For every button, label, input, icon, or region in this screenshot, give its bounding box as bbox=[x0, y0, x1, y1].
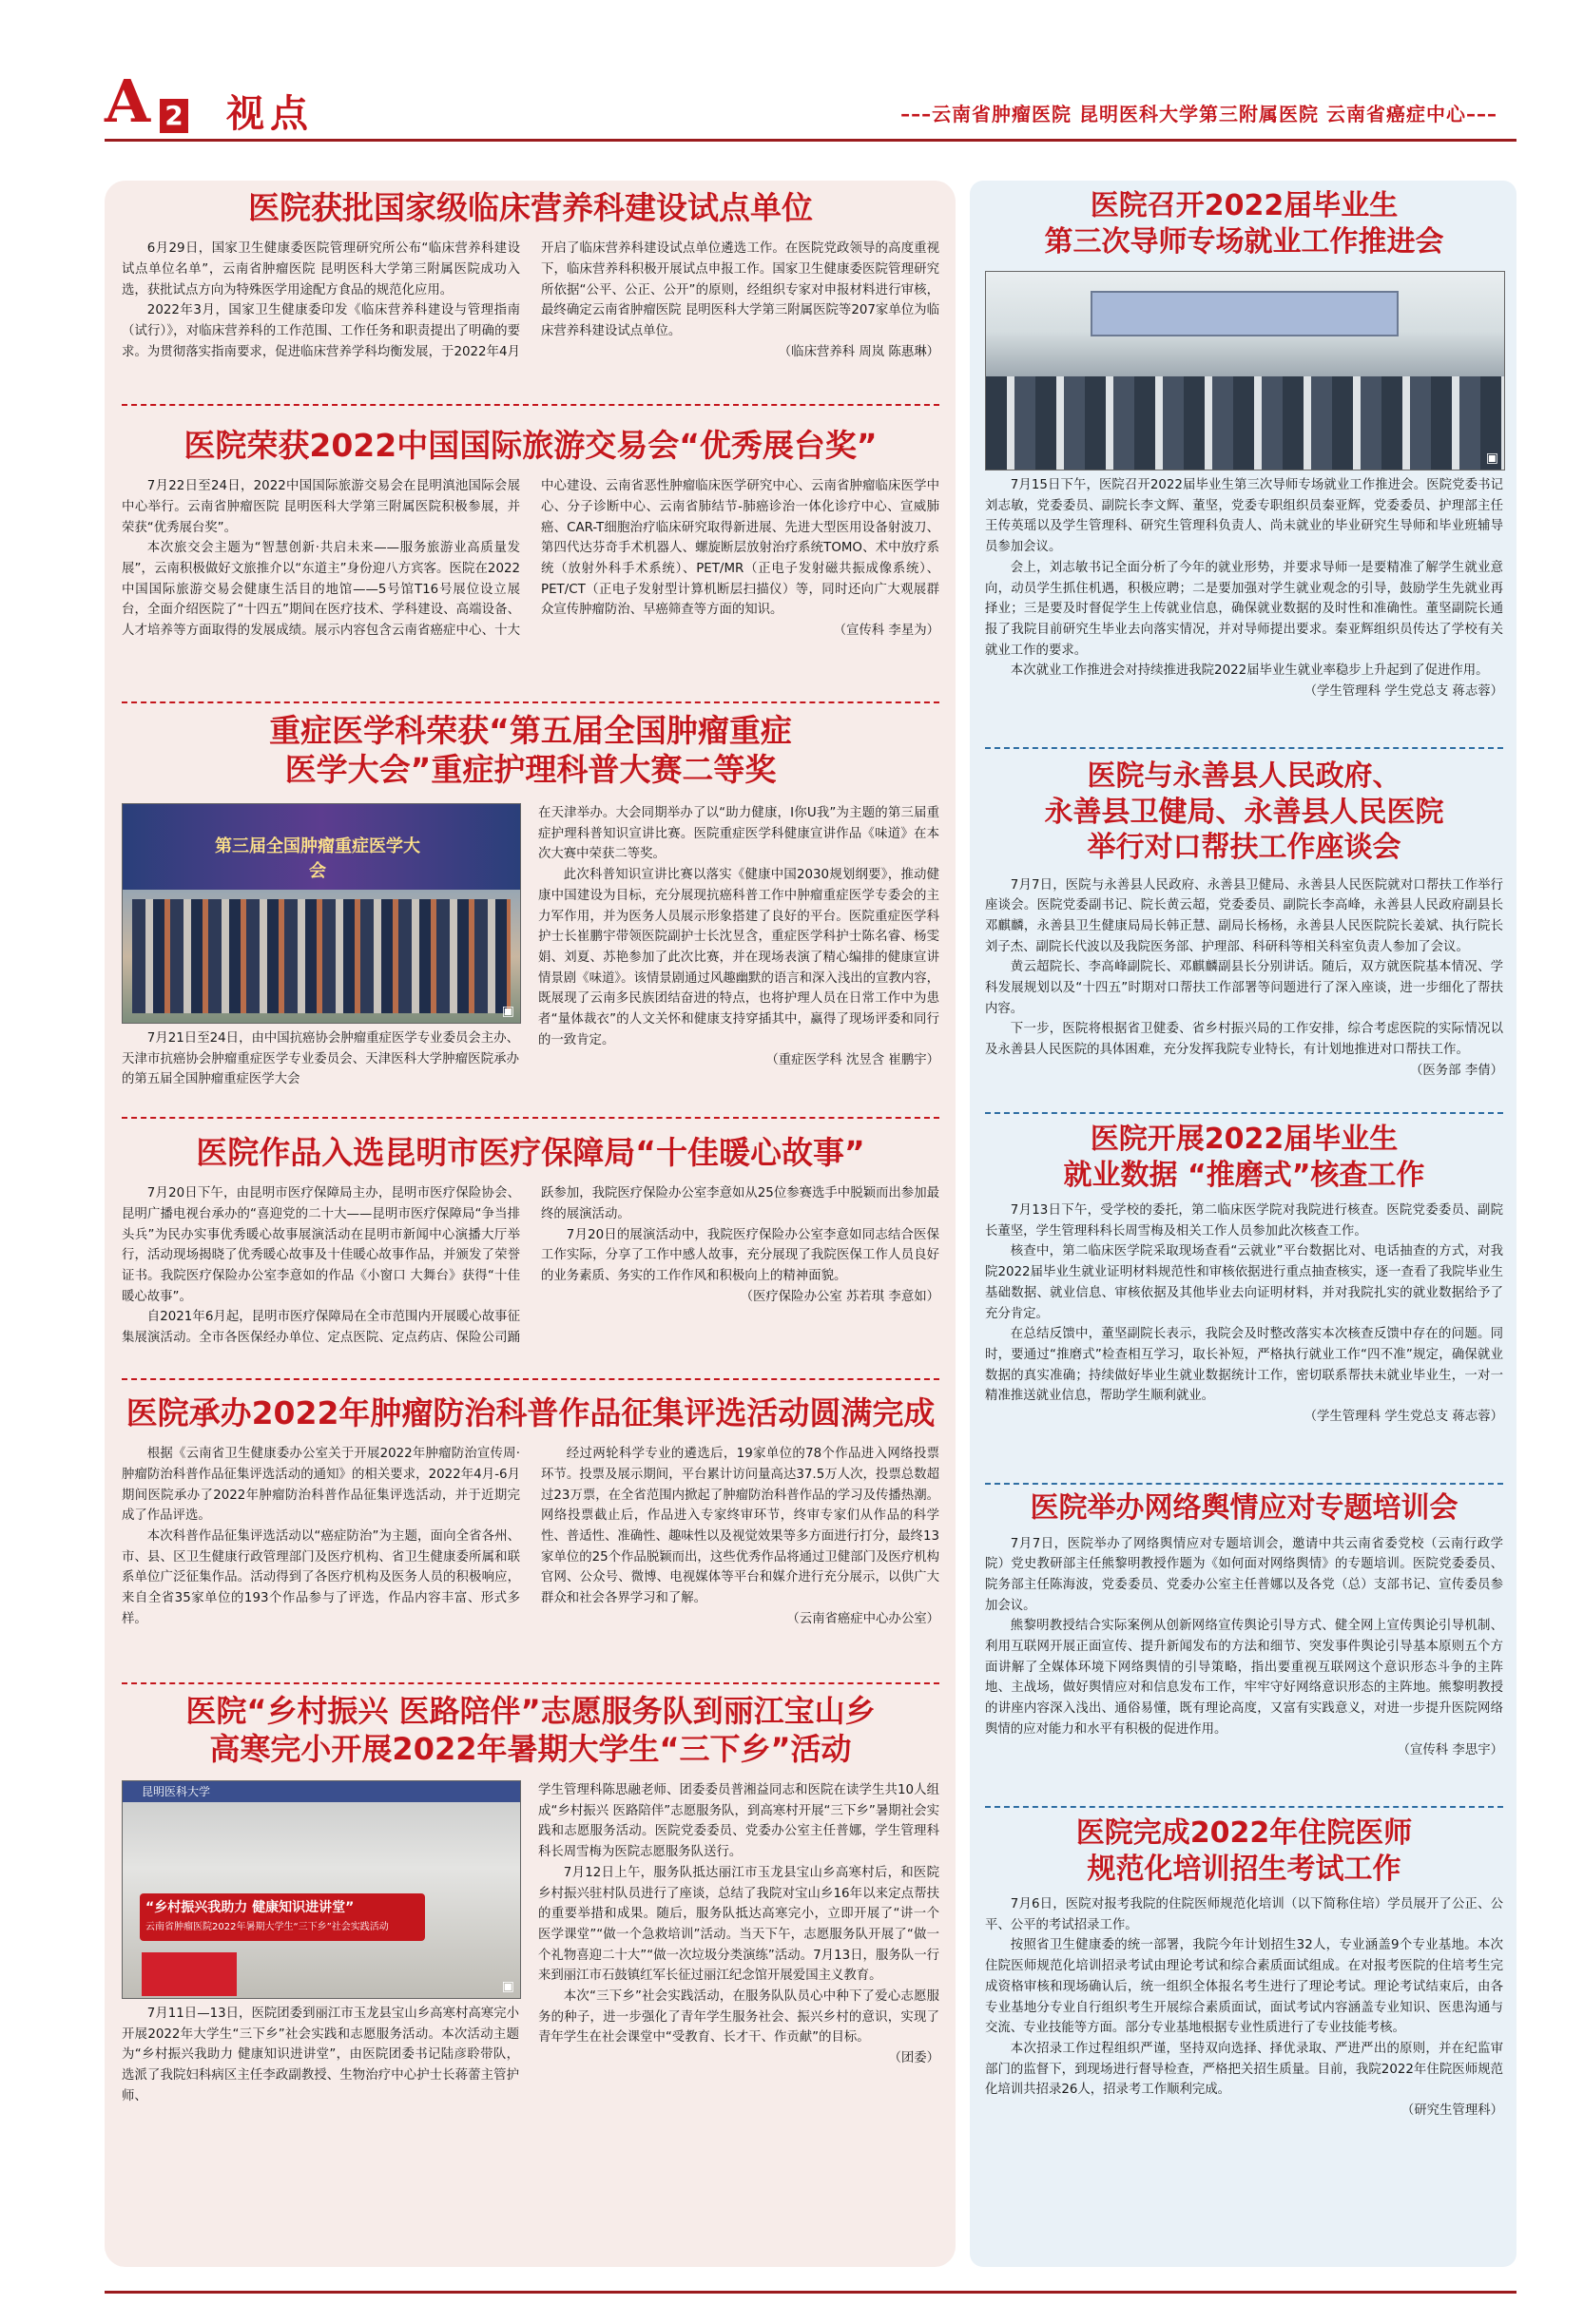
article-signature: （团委） bbox=[888, 2051, 939, 2066]
paragraph: 本次旅交会主题为“智慧创新·共启未来——服务旅游业高质量发展”，云南积极做好文旅推介以“东道主”身份迎八方宾客。医院在2022中国国际旅游交易会健康生活目的地馆——5号馆T16号展位设立展台，全面介绍医院了“十四五”期间在医疗技术、学科建设、高端设备、人才培养等方面取得的发展成绩。展示内容包含云南省癌症中心、十大中心建设、云南省恶性肿瘤临床医学研究中心、云南省肿瘤临床医学中心、分子诊断中心、云南省肺结节-肺癌诊治一体化诊疗中心、宣威肺癌、CAR-T细胞治疗临床研究取得新进展、先进大型医用设备射波刀、第四代达芬奇手术机器人、螺旋断层放射治疗系统TOMO、术中放疗系统（放射外科手术系统）、PET/MR（正电子发射磁共振成像系统）、PET/CT（正电子发射型计算机断层扫描仪）等，同时还向广大观展群众宣传肿瘤防治、早癌筛查等方面的知识。 bbox=[122, 479, 939, 639]
icu-group-photo bbox=[122, 803, 521, 1024]
article-title-line: 永善县卫健局、永善县人民医院 bbox=[1044, 795, 1444, 829]
paragraph: 本次就业工作推进会对持续推进我院2022届毕业生就业率稳步上升起到了促进作用。 bbox=[1010, 663, 1489, 679]
article-signature: （宣传科 李星为） bbox=[833, 624, 939, 639]
paragraph: 自2021年6月起，昆明市医疗保障局在全市范围内开展暖心故事征集展演活动。全市各医保经办单位、定点医院、定点药店、保险公司踊跃参加，我院医疗保险办公室李意如从25位参赛选手中脱颖而出参加最终的展演活动。 bbox=[122, 1186, 939, 1346]
article-title-line: 医院“乡村振兴 医路陪伴”志愿服务队到丽江宝山乡 bbox=[185, 1693, 876, 1729]
article-body bbox=[985, 475, 1503, 702]
article-signature: （学生管理科 学生党总支 蒋志蓉） bbox=[1304, 684, 1503, 700]
article-nutrition bbox=[122, 188, 939, 362]
article-title-line: 高寒完小开展2022年暑期大学生“三下乡”活动 bbox=[209, 1731, 852, 1767]
article-body bbox=[985, 1534, 1503, 1761]
image-icon: ▣ bbox=[501, 1004, 514, 1019]
photo-banner-subtext: 云南省肿瘤医院2022年暑期大学生“三下乡”社会实践活动 bbox=[145, 1922, 389, 1932]
image-icon: ▣ bbox=[1485, 451, 1498, 466]
article-title-line: 规范化培训招生考试工作 bbox=[1087, 1852, 1401, 1886]
header-rule bbox=[105, 139, 1516, 142]
divider bbox=[985, 1483, 1503, 1485]
paragraph: 黄云超院长、李高峰副院长、邓麒麟副县长分别讲话。随后，双方就医院基本情况、学科发展规划以及“十四五”时期对口帮扶工作部署等问题进行了深入座谈，进一步细化了帮扶内容。 bbox=[985, 960, 1503, 1016]
divider bbox=[122, 1378, 939, 1380]
paragraph: 7月6日，医院对报考我院的住院医师规范化培训（以下简称住培）学员展开了公正、公平、公平的考试招录工作。 bbox=[985, 1897, 1503, 1932]
paragraph: 熊黎明教授结合实际案例从创新网络宣传舆论引导方式、健全网上宣传舆论引导机制、利用互联网开展正面宣传、提升新闻发布的方法和细节、突发事件舆论引导基本原则五个方面讲解了全媒体环境下网络舆情的引导策略，指出要重视互联网这个意识形态斗争的主阵地、主战场，做好舆情应对和信息发布工作，牢牢守好网络意识形态的主阵地。熊黎明教授的讲座内容深入浅出、通俗易懂，既有理论高度，又富有实践意义，对进一步提升医院网络舆情的应对能力和水平有积极的促进作用。 bbox=[985, 1619, 1503, 1737]
divider bbox=[122, 404, 939, 406]
image-icon: ▣ bbox=[501, 1979, 514, 1994]
photo-banner-text: “乡村振兴我助力 健康知识进讲堂” bbox=[145, 1900, 355, 1915]
article-body bbox=[538, 803, 939, 1071]
article-warm-story bbox=[122, 1133, 939, 1349]
article-title: 医院获批国家级临床营养科建设试点单位 bbox=[248, 189, 813, 226]
article-title-line: 就业数据 “推磨式”核查工作 bbox=[1063, 1158, 1425, 1192]
divider bbox=[985, 747, 1503, 749]
hospital-line: –––云南省肿瘤医院 昆明医科大学第三附属医院 云南省癌症中心––– bbox=[900, 103, 1497, 125]
paragraph: 在天津举办。大会同期举办了以“助力健康，I你U我”为主题的第三届重症护理科普知识宣讲比赛。医院重症医学科健康宣讲作品《味道》在本次大赛中荣获二等奖。 bbox=[538, 806, 939, 862]
page-number: 2 bbox=[160, 99, 188, 133]
article-title-line: 医学大会”重症护理科普大赛二等奖 bbox=[284, 751, 777, 789]
article-data-check bbox=[985, 1122, 1503, 1428]
meeting-photo bbox=[985, 271, 1505, 471]
article-title-line: 医院召开2022届毕业生 bbox=[1090, 189, 1399, 222]
article-title: 医院承办2022年肿瘤防治科普作品征集评选活动圆满完成 bbox=[126, 1394, 936, 1431]
article-title-line: 医院与永善县人民政府、 bbox=[1087, 759, 1401, 793]
page-logo bbox=[105, 67, 190, 136]
article-signature: （重症医学科 沈昱含 崔鹏宇） bbox=[765, 1053, 939, 1068]
article-title: 医院举办网络舆情应对专题培训会 bbox=[1030, 1491, 1458, 1525]
article-title-line: 医院完成2022年住院医师 bbox=[1075, 1816, 1413, 1850]
article-body bbox=[122, 476, 939, 642]
volunteer-group-photo bbox=[122, 1780, 521, 1999]
article-body bbox=[538, 1780, 939, 2069]
divider bbox=[122, 1682, 939, 1684]
article-opinion-training bbox=[985, 1490, 1503, 1760]
paragraph: 此次科普知识宣讲比赛以落实《健康中国2030规划纲要》，推动健康中国建设为目标，充分展现抗癌科普工作中肿瘤重症医学专委会的主力军作用，并为医务人员展示形象搭建了良好的平台。医院重症医学科护士长崔鹏宇带领医院副护士长沈昱含，重症医学科护士陈名睿、杨雯娟、刘夏、苏艳参加了此次比赛，并在现场表演了精心编排的健康宣讲情景剧《味道》。该情景剧通过风趣幽默的语言和深入浅出的宣教内容，既展现了云南多民族团结奋进的特点，也将护理人员在日常工作中为患者“量体裁衣”的人文关怀和健康支持穿插其中，赢得了现场评委和同行的一致肯定。 bbox=[538, 868, 939, 1047]
article-title-line: 医院开展2022届毕业生 bbox=[1090, 1123, 1399, 1156]
paragraph: 本次“三下乡”社会实践活动，在服务队队员心中种下了爱心志愿服务的种子，进一步强化了青年学生服务社会、振兴乡村的意识，实现了青年学生在社会课堂中“受教育、长才干、作贡献”的目标。 bbox=[538, 1989, 939, 2046]
paragraph: 7月20日的展演活动中，我院医疗保险办公室李意如同志结合医保工作实际，分享了工作中感人故事，充分展现了我院医保工作人员良好的业务素质、务实的工作作风和积极向上的精神面貌。 bbox=[541, 1227, 939, 1284]
article-title-line: 第三次导师专场就业工作推进会 bbox=[1044, 224, 1444, 259]
divider bbox=[985, 1806, 1503, 1808]
article-body bbox=[122, 1183, 939, 1349]
paragraph: 6月29日，国家卫生健康委医院管理研究所公布“临床营养科建设试点单位名单”，云南省肿瘤医院 昆明医科大学第三附属医院成功入选，获批试点方向为特殊医学用途配方食品的规范化应用。 bbox=[122, 241, 520, 298]
article-signature: （医务部 李倩） bbox=[1410, 1063, 1503, 1078]
page-letter: A bbox=[105, 67, 151, 136]
article-body bbox=[985, 875, 1503, 1082]
paragraph: 7月7日，医院与永善县人民政府、永善县卫健局、永善县人民医院就对口帮扶工作举行座谈会。医院党委副书记、院长黄云超，党委委员、副院长李高峰，永善县人民政府副县长邓麒麟，永善县卫生健康局局长韩正慧、副局长杨杨，永善县人民医院院长姜斌、执行院长刘子杰、副院长代波以及我院医务部、护理部、科研科等相关科室负责人参加了会议。 bbox=[985, 877, 1503, 954]
paragraph: 根据《云南省卫生健康委办公室关于开展2022年肿瘤防治宣传周·肿瘤防治科普作品征集评选活动的通知》的相关要求，2022年4月-6月期间医院承办了2022年肿瘤防治科普作品征集评选活动，并于近期完成了作品评选。 bbox=[122, 1447, 520, 1524]
divider bbox=[122, 1117, 939, 1119]
photo-caption: 7月11日—13日，医院团委到丽江市玉龙县宝山乡高寒村高寒完小开展2022年大学生“三下乡”社会实践和志愿服务活动。本次活动主题为“乡村振兴我助力 健康知识进讲堂”，由医院团委书记陆彦聆带队，选派了我院妇科病区主任李政副教授、生物治疗中心护士长蒋蕾主管护师、 bbox=[122, 2007, 519, 2103]
paragraph: 核查中，第二临床医学院采取现场查看“云就业”平台数据比对、电话抽查的方式，对我院2022届毕业生就业证明材料规范性和审核依据进行重点抽查核实，逐一查看了我院毕业生基础数据、就业信息、审核依据及其他毕业去向证明材料，并对我院扎实的就业数据给予了充分肯定。 bbox=[985, 1244, 1503, 1321]
paragraph: 7月15日下午，医院召开2022届毕业生第三次导师专场就业工作推进会。医院党委书记刘志敏，党委委员、副院长李文辉、董坚，党委专职组织员秦亚辉，党委委员、护理部主任王传英瑶以及学生管理科、研究生管理科负责人、尚未就业的毕业研究生导师和毕业班辅导员参加会议。 bbox=[985, 478, 1503, 555]
article-signature: （研究生管理科） bbox=[1400, 2103, 1503, 2119]
article-signature: （宣传科 李思宇） bbox=[1397, 1742, 1503, 1757]
article-body bbox=[122, 239, 939, 362]
article-title: 医院作品入选昆明市医疗保障局“十佳暖心故事” bbox=[196, 1134, 865, 1171]
photo-banner-text: 第三届全国肿瘤重症医学大会 bbox=[215, 836, 420, 881]
photo-caption: 7月21日至24日，由中国抗癌协会肿瘤重症医学专业委员会主办、天津市抗癌协会肿瘤重症医学专业委员会、天津医科大学肿瘤医院承办的第五届全国肿瘤重症医学大会 bbox=[122, 1031, 519, 1087]
article-body bbox=[985, 1200, 1503, 1428]
article-signature: （云南省癌症中心办公室） bbox=[786, 1611, 939, 1626]
article-science-works bbox=[122, 1393, 939, 1630]
paragraph: 学生管理科陈思融老师、团委委员普湘益同志和医院在读学生共10人组成“乡村振兴 医路陪伴”志愿服务队，到高寒村开展“三下乡”暑期社会实践和志愿服务活动。医院党委委员、党委办公室主任普娜，学生管理科科长周雪梅为医院志愿服务队送行。 bbox=[538, 1783, 939, 1860]
paragraph: 本次招录工作过程组织严谨，坚持双向选择、择优录取、严进严出的原则，并在纪监审部门的监督下，到现场进行督导检查，严格把关招生质量。目前，我院2022年住院医师规范化培训共招录26人，招录考工作顺利完成。 bbox=[985, 2041, 1503, 2098]
article-yongshan-aid bbox=[985, 759, 1503, 1082]
paragraph: 7月22日至24日，2022中国国际旅游交易会在昆明滇池国际会展中心举行。云南省肿瘤医院 昆明医科大学第三附属医院积极参展，并荣获“优秀展台奖”。 bbox=[122, 479, 520, 535]
masthead bbox=[105, 67, 1516, 143]
photo-sign-text: 昆明医科大学 bbox=[142, 1785, 211, 1798]
paragraph: 7月20日下午，由昆明市医疗保障局主办，昆明市医疗保险协会、昆明广播电视台承办的“喜迎党的二十大——昆明市医疗保障局“争当排头兵”为民办实事优秀暖心故事展演活动在昆明市新闻中心演播大厅举行，活动现场揭晓了优秀暖心故事及十佳暖心故事作品，并颁发了荣誉证书。我院医疗保险办公室李意如的作品《小窗口 大舞台》获得“十佳暖心故事”。 bbox=[122, 1186, 520, 1304]
paragraph: 经过两轮科学专业的遴选后，19家单位的78个作品进入网络投票环节。投票及展示期间，平台累计访问量高达37.5万人次，投票总数超过23万票，在全省范围内掀起了肿瘤防治科普作品的学习及传播热潮。网络投票截止后，作品进入专家终审环节，终审专家们从作品的科学性、普适性、准确性、趣味性以及视觉效果等多方面进行打分，最终13家单位的25个作品脱颖而出，这些优秀作品将通过卫健部门及医疗机构官网、公众号、微博、电视媒体等平台和媒介进行充分展示，以供广大群众和社会各界学习和了解。 bbox=[541, 1447, 939, 1606]
article-tourism-fair bbox=[122, 426, 939, 642]
paragraph: 2022年3月，国家卫生健康委印发《临床营养科建设与管理指南（试行）》，对临床营养科的工作范围、工作任务和职责提出了明确的要求。为贯彻落实指南要求，促进临床营养学科均衡发展，于2022年4月开启了临床营养科建设试点单位遴选工作。在医院党政领导的高度重视下，临床营养科积极开展试点申报工作。国家卫生健康委医院管理研究所依据“公平、公正、公开”的原则，经组织专家对申报材料进行审核，最终确定云南省肿瘤医院 昆明医科大学第三附属医院等207家单位为临床营养科建设试点单位。 bbox=[122, 241, 939, 359]
article-body bbox=[985, 1894, 1503, 2122]
paragraph: 7月12日上午，服务队抵达丽江市玉龙县宝山乡高寒村后，和医院乡村振兴驻村队员进行了座谈，总结了我院对宝山乡16年以来定点帮扶的重要举措和成果。随后，服务队抵达高寒完小，立即开展了“讲一个医学课堂”“做一个急救培训”活动。当天下午，志愿服务队开展了“做一个礼物喜迎二十大”“做一次垃圾分类演练”活动。7月13日，服务队一行来到丽江市石鼓镇红军长征过丽江纪念馆开展爱国主义教育。 bbox=[538, 1865, 939, 1984]
paragraph: 下一步，医院将根据省卫健委、省乡村振兴局的工作安排，综合考虑医院的实际情况以及永善县人民医院的具体困难，充分发挥我院专业特长，有计划地推进对口帮扶工作。 bbox=[985, 1022, 1503, 1058]
paragraph: 7月13日下午，受学校的委托，第二临床医学院对我院进行核查。医院党委委员、副院长董坚，学生管理科科长周雪梅及相关工作人员参加此次核查工作。 bbox=[985, 1203, 1503, 1239]
article-signature: （医疗保险办公室 苏若琪 李意如） bbox=[740, 1289, 939, 1304]
article-resident-exam bbox=[985, 1815, 1503, 2122]
article-signature: （临床营养科 周岚 陈惠琳） bbox=[778, 344, 939, 359]
paragraph: 会上，刘志敏书记全面分析了今年的就业形势，并要求导师一是要精准了解学生就业意向，动员学生抓住机遇，积极应聘；二是要加强对学生就业观念的引导，鼓励学生先就业再择业；三是要及时督促学生上传就业信息，确保就业数据的及时性和准确性。董坚副院长通报了我院目前研究生毕业去向落实情况，并对导师提出要求。秦亚辉组织员传达了学校有关就业工作的要求。 bbox=[985, 560, 1503, 658]
article-rural-volunteer bbox=[122, 1692, 939, 1768]
paragraph: 本次科普作品征集评选活动以“癌症防治”为主题，面向全省各州、市、县、区卫生健康行政管理部门及医疗机构、省卫生健康委所属和联系单位广泛征集作品。活动得到了各医疗机构及医务人员的积极响应，来自全省35家单位的193个作品参与了评选，作品内容丰富、形式多样。 bbox=[122, 1529, 520, 1626]
footer-rule bbox=[105, 2291, 1516, 2294]
article-title-line: 重症医学科荣获“第五届全国肿瘤重症 bbox=[269, 712, 792, 749]
divider bbox=[985, 1112, 1503, 1114]
paragraph: 在总结反馈中，董坚副院长表示，我院会及时整改落实本次核查反馈中存在的问题。同时，要通过“推磨式”检查相互学习，取长补短，严格执行就业工作“四不准”规定，确保就业数据的真实准确；持续做好毕业生就业数据统计工作，密切联系帮扶未就业毕业生，一对一精准推送就业信息，帮助学生顺利就业。 bbox=[985, 1327, 1503, 1404]
paragraph: 7月7日，医院举办了网络舆情应对专题培训会，邀请中共云南省委党校（云南行政学院）党史教研部主任熊黎明教授作题为《如何面对网络舆情》的专题培训。医院党委委员、院务部主任陈海波，党委委员、党委办公室主任普娜以及各党（总）支部书记、宣传委员参加会议。 bbox=[985, 1536, 1503, 1613]
article-employment-meeting bbox=[985, 188, 1503, 259]
article-signature: （学生管理科 学生党总支 蒋志蓉） bbox=[1304, 1410, 1503, 1425]
section-title: 视点 bbox=[226, 92, 314, 136]
article-icu-award bbox=[122, 711, 939, 790]
article-body bbox=[122, 1444, 939, 1629]
divider bbox=[122, 701, 939, 703]
article-title-line: 举行对口帮扶工作座谈会 bbox=[1087, 831, 1401, 864]
paragraph: 按照省卫生健康委的统一部署，我院今年计划招生32人，专业涵盖9个专业基地。本次住院医师规范化培训招录考试由理论考试和综合素质面试组成。在对报考医院的住培考生完成资格审核和现场确认后，统一组织全体报名考生进行了理论考试。理论考试结束后，由各专业基地分专业自行组织考生开展综合素质面试，面试考试内容涵盖专业知识、医患沟通与交流、专业技能等方面。部分专业基地根据专业性质进行了专业技能考核。 bbox=[985, 1938, 1503, 2036]
article-title: 医院荣获2022中国国际旅游交易会“优秀展台奖” bbox=[184, 427, 878, 464]
